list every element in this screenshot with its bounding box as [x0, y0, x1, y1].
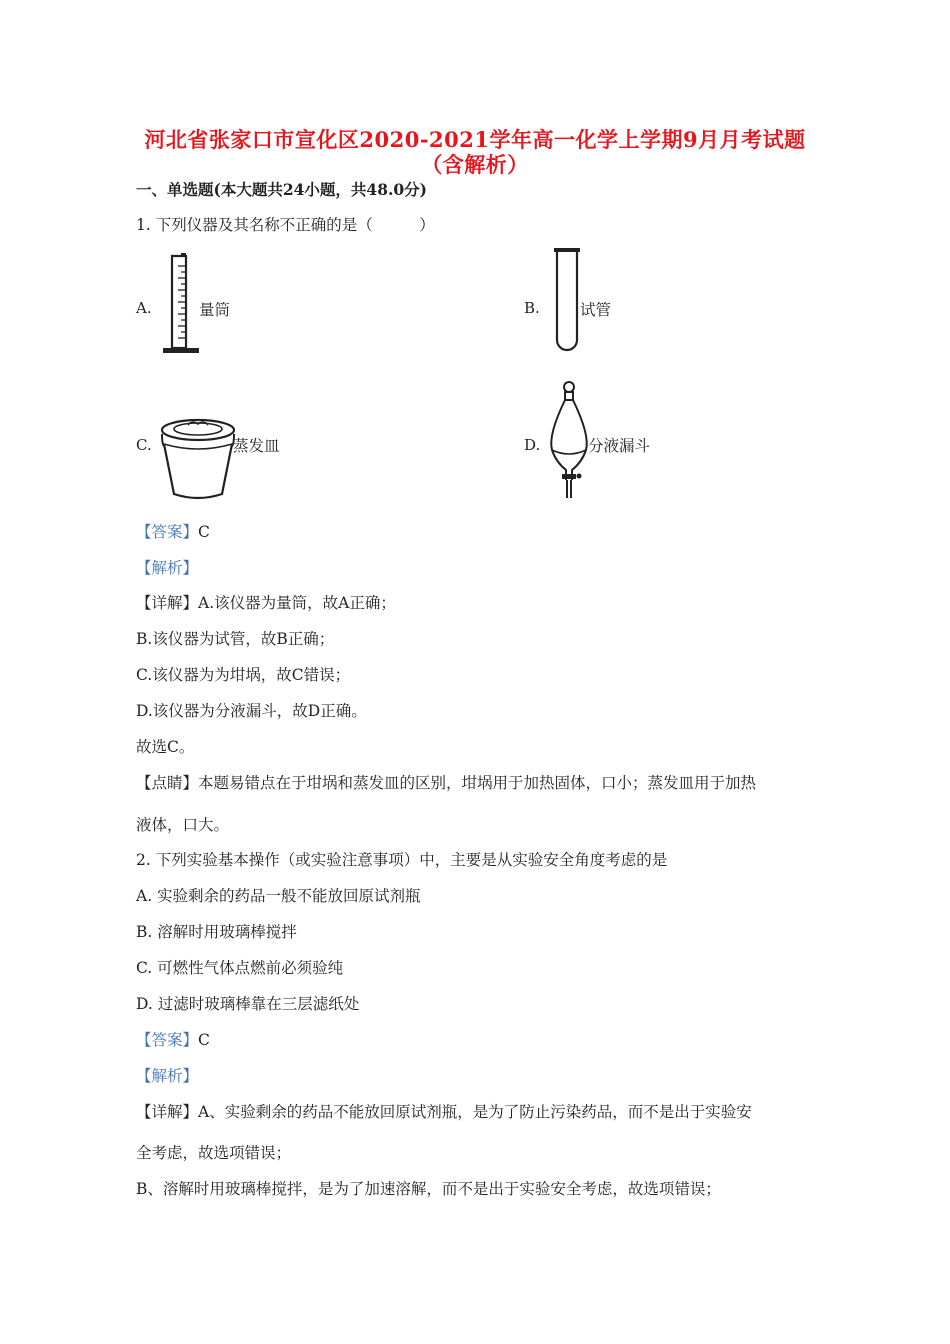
- q1-detail-line1: 【详解】A.该仪器为量筒，故A正确；: [136, 594, 396, 612]
- q1-detail-line2: B.该仪器为试管，故B正确；: [136, 630, 335, 648]
- q1-stem: 1. 下列仪器及其名称不正确的是（ ）: [136, 216, 435, 234]
- q1-detail-line3: C.该仪器为为坩埚，故C错误；: [136, 666, 351, 684]
- q2-detail-line2: 全考虑，故选项错误；: [136, 1144, 292, 1162]
- q1-option-b-letter: B.: [524, 299, 540, 317]
- q1-answer-tag: 【答案】: [136, 523, 199, 541]
- q1-option-d-name: 分液漏斗: [588, 437, 651, 455]
- q1-option-c-name: 蒸发皿: [233, 437, 280, 455]
- q2-answer: [136, 1028, 210, 1050]
- q1-answer-value: C: [198, 523, 210, 541]
- q2-answer-tag: 【答案】: [136, 1031, 199, 1049]
- crucible-icon: [158, 414, 238, 502]
- test-tube-icon: [553, 246, 581, 356]
- q1-option-a-name: 量筒: [199, 301, 231, 319]
- q1-note-line1: 【点睛】本题易错点在于坩埚和蒸发皿的区别，坩埚用于加热固体，口小；蒸发皿用于加热: [136, 774, 757, 792]
- q2-option-d: D. 过滤时玻璃棒靠在三层滤纸处: [136, 995, 360, 1013]
- q1-note-line2: 液体，口大。: [136, 816, 230, 834]
- q2-option-b: B. 溶解时用玻璃棒搅拌: [136, 923, 297, 941]
- q1-option-b-name: 试管: [580, 301, 612, 319]
- document-title-line1: 河北省张家口市宣化区2020-2021学年高一化学上学期9月月考试题: [144, 127, 806, 152]
- q2-option-a: A. 实验剩余的药品一般不能放回原试剂瓶: [136, 887, 421, 905]
- q2-detail-line1: 【详解】A、实验剩余的药品不能放回原试剂瓶，是为了防止污染药品，而不是出于实验安: [136, 1103, 752, 1121]
- q2-detail-tag: 【详解】: [136, 1103, 199, 1121]
- q1-option-d-letter: D.: [524, 436, 541, 454]
- q1-option-a-letter: A.: [136, 299, 152, 317]
- q2-stem: 2. 下列实验基本操作（或实验注意事项）中，主要是从实验安全角度考虑的是: [136, 851, 668, 869]
- q1-note-tag: 【点睛】: [136, 774, 199, 792]
- q1-option-c-letter: C.: [136, 436, 152, 454]
- q1-detail-line5: 故选C。: [136, 738, 195, 756]
- q2-detail-line3: B、溶解时用玻璃棒搅拌，是为了加速溶解，而不是出于实验安全考虑，故选项错误；: [136, 1180, 721, 1198]
- section-heading: 一、单选题(本大题共24小题，共48.0分): [136, 180, 427, 199]
- q2-answer-value: C: [198, 1031, 210, 1049]
- graduated-cylinder-icon: [160, 252, 204, 356]
- q1-analysis-tag: 【解析】: [136, 559, 199, 577]
- q2-analysis-tag: 【解析】: [136, 1067, 199, 1085]
- q1-detail-tag: 【详解】: [136, 594, 199, 612]
- document-title-line2: （含解析）: [421, 152, 529, 177]
- separatory-funnel-icon: [546, 380, 592, 502]
- q2-option-c: C. 可燃性气体点燃前必须验纯: [136, 959, 344, 977]
- q1-answer: [136, 520, 210, 542]
- q1-detail-line4: D.该仪器为分液漏斗，故D正确。: [136, 702, 367, 720]
